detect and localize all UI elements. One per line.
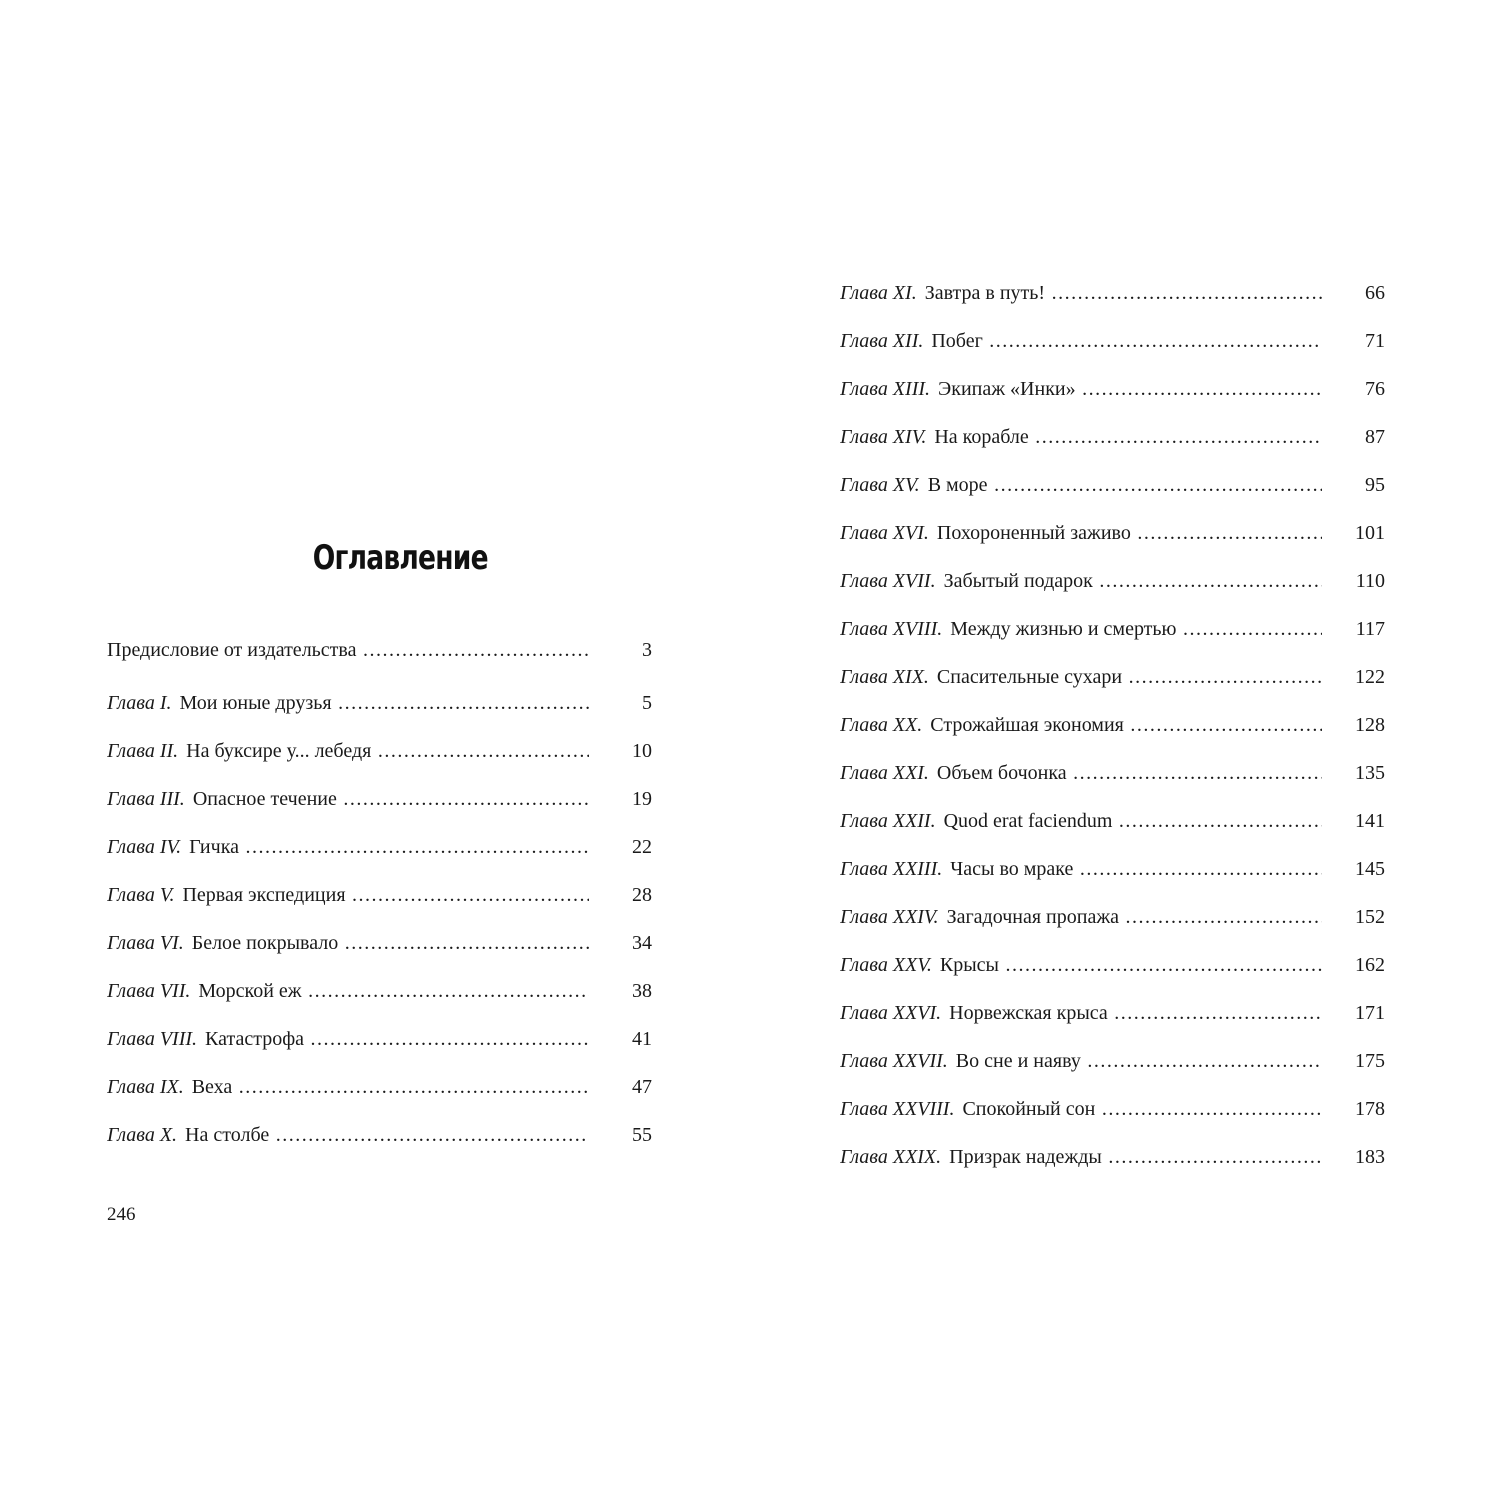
toc-entry-label	[840, 564, 1322, 598]
toc-entry-label	[840, 276, 1322, 310]
toc-entry-label	[840, 708, 1322, 742]
toc-entry-label	[107, 686, 589, 720]
toc-entry-text	[840, 378, 1076, 400]
chapter-title: На столбе	[185, 1124, 270, 1146]
chapter-number: Глава XV.	[840, 474, 920, 496]
toc-list-left	[107, 633, 652, 1166]
toc-entry	[840, 372, 1385, 420]
chapter-title: На корабле	[934, 426, 1029, 448]
toc-entry-label	[840, 756, 1322, 790]
toc-page-number: 95	[1365, 474, 1385, 496]
toc-page-number: 19	[632, 788, 652, 810]
toc-entry	[107, 734, 652, 782]
toc-entry-text	[107, 836, 239, 858]
toc-entry	[840, 1044, 1385, 1092]
chapter-number: Глава XXII.	[840, 810, 936, 832]
chapter-title: Между жизнью и смертью	[950, 618, 1177, 640]
toc-entry-text	[840, 1050, 1081, 1072]
chapter-title: В море	[927, 474, 988, 496]
toc-entry	[840, 516, 1385, 564]
toc-page-number: 135	[1355, 762, 1385, 784]
toc-entry	[840, 852, 1385, 900]
chapter-number: Глава XX.	[840, 714, 923, 736]
toc-entry-label	[840, 324, 1322, 358]
chapter-title: Завтра в путь!	[924, 282, 1046, 304]
toc-entry-text	[840, 330, 983, 352]
toc-entry	[840, 708, 1385, 756]
toc-page-number: 55	[632, 1124, 652, 1146]
chapter-number: Глава IV.	[107, 836, 182, 858]
toc-page-number: 3	[642, 639, 652, 661]
toc-entry-text	[840, 666, 1122, 688]
toc-entry-label	[107, 926, 589, 960]
chapter-number: Глава XVII.	[840, 570, 936, 592]
toc-entry-label	[840, 1092, 1322, 1126]
page-title: Оглавление	[312, 538, 488, 578]
toc-list-right	[840, 276, 1385, 1188]
chapter-title: Похороненный заживо	[936, 522, 1131, 544]
chapter-number: Глава XVIII.	[840, 618, 943, 640]
toc-entry-text	[107, 788, 337, 810]
chapter-title: Спокойный сон	[962, 1098, 1096, 1120]
toc-page-number: 38	[632, 980, 652, 1002]
toc-entry-label	[107, 878, 589, 912]
toc-page-number: 183	[1355, 1146, 1385, 1168]
toc-entry	[107, 830, 652, 878]
toc-entry-text	[840, 1098, 1095, 1120]
toc-page-number: 22	[632, 836, 652, 858]
chapter-title: На буксире у... лебедя	[186, 740, 372, 762]
toc-page-number: 34	[632, 932, 652, 954]
chapter-number: Глава VIII.	[107, 1028, 198, 1050]
chapter-title: Побег	[931, 330, 983, 352]
chapter-title: Опасное течение	[192, 788, 337, 810]
chapter-number: Глава VII.	[107, 980, 191, 1002]
toc-entry-label	[107, 1070, 589, 1104]
toc-page-number: 71	[1365, 330, 1385, 352]
toc-entry	[107, 782, 652, 830]
toc-entry-text	[840, 618, 1176, 640]
chapter-number: Глава XIV.	[840, 426, 927, 448]
toc-entry-text	[107, 639, 356, 661]
toc-entry-label	[107, 1118, 589, 1152]
chapter-number: Глава XXVIII.	[840, 1098, 955, 1120]
chapter-title: Мои юные друзья	[179, 692, 332, 714]
toc-entry-text	[840, 1002, 1108, 1024]
toc-entry-label	[840, 900, 1322, 934]
toc-entry-text	[107, 740, 371, 762]
toc-page-number: 162	[1355, 954, 1385, 976]
toc-entry	[840, 804, 1385, 852]
toc-page-number: 66	[1365, 282, 1385, 304]
toc-entry	[107, 686, 652, 734]
toc-page-number: 41	[632, 1028, 652, 1050]
toc-entry	[107, 1118, 652, 1166]
toc-entry	[840, 660, 1385, 708]
chapter-number: Глава XXVI.	[840, 1002, 942, 1024]
toc-entry-label	[840, 612, 1322, 646]
toc-page-number: 178	[1355, 1098, 1385, 1120]
chapter-title: Часы во мраке	[950, 858, 1074, 880]
toc-entry-label	[840, 660, 1322, 694]
toc-entry-text	[840, 426, 1029, 448]
chapter-title: Призрак надежды	[949, 1146, 1102, 1168]
toc-entry-label	[840, 1140, 1322, 1174]
chapter-number: Глава II.	[107, 740, 179, 762]
chapter-title: Первая экспедиция	[182, 884, 346, 906]
chapter-number: Глава X.	[107, 1124, 178, 1146]
chapter-number: Глава XXIX.	[840, 1146, 942, 1168]
chapter-title: Крысы	[939, 954, 999, 976]
toc-entry-text	[840, 714, 1124, 736]
toc-entry	[840, 564, 1385, 612]
chapter-number: Глава XXIV.	[840, 906, 939, 928]
toc-page-number: 5	[642, 692, 652, 714]
toc-entry-text	[840, 906, 1119, 928]
toc-page-number: 117	[1355, 618, 1385, 640]
toc-entry-label	[107, 782, 589, 816]
toc-entry	[840, 1092, 1385, 1140]
chapter-title: Забытый подарок	[943, 570, 1093, 592]
toc-entry-text	[840, 954, 999, 976]
toc-page-number: 171	[1355, 1002, 1385, 1024]
chapter-number: Глава XI.	[840, 282, 917, 304]
left-page	[107, 0, 652, 1500]
chapter-title: Экипаж «Инки»	[938, 378, 1076, 400]
chapter-title: Норвежская крыса	[949, 1002, 1108, 1024]
chapter-title: Спасительные сухари	[936, 666, 1123, 688]
chapter-title: Строжайшая экономия	[930, 714, 1124, 736]
toc-entry-text	[840, 522, 1131, 544]
toc-entry-label	[840, 948, 1322, 982]
toc-page-number: 10	[632, 740, 652, 762]
toc-entry	[107, 1022, 652, 1070]
toc-entry-text	[107, 980, 302, 1002]
toc-page-number: 152	[1355, 906, 1385, 928]
chapter-title: Морской еж	[198, 980, 302, 1002]
toc-entry-text	[840, 282, 1045, 304]
toc-entry-text	[840, 474, 988, 496]
toc-entry	[107, 1070, 652, 1118]
toc-entry-label	[107, 830, 589, 864]
toc-entry	[840, 756, 1385, 804]
toc-page-number: 175	[1355, 1050, 1385, 1072]
toc-page-number: 122	[1355, 666, 1385, 688]
toc-page-number: 110	[1355, 570, 1385, 592]
toc-entry-text	[107, 932, 338, 954]
chapter-title: Объем бочонка	[936, 762, 1067, 784]
toc-entry-text	[840, 810, 1112, 832]
chapter-number: Глава XXIII.	[840, 858, 943, 880]
toc-page-number: 76	[1365, 378, 1385, 400]
toc-entry	[840, 276, 1385, 324]
toc-entry-label	[840, 804, 1322, 838]
chapter-title: Во сне и наяву	[955, 1050, 1081, 1072]
toc-page-number: 28	[632, 884, 652, 906]
toc-entry-text	[840, 1146, 1102, 1168]
toc-entry-text	[107, 1028, 304, 1050]
chapter-number: Глава IX.	[107, 1076, 184, 1098]
toc-entry-label	[840, 468, 1322, 502]
chapter-title: Quod erat faciendum	[943, 810, 1113, 832]
chapter-number: Глава VI.	[107, 932, 184, 954]
toc-entry-label	[840, 996, 1322, 1030]
toc-entry-label	[840, 372, 1322, 406]
toc-entry	[840, 612, 1385, 660]
toc-entry	[107, 633, 652, 686]
toc-entry-label	[107, 633, 589, 667]
toc-entry-text	[107, 1076, 232, 1098]
toc-entry-label	[107, 734, 589, 768]
toc-entry	[840, 324, 1385, 372]
chapter-title: Предисловие от издательства	[107, 639, 357, 661]
toc-entry-text	[840, 762, 1067, 784]
toc-entry	[840, 948, 1385, 996]
chapter-number: Глава V.	[107, 884, 175, 906]
toc-entry	[840, 420, 1385, 468]
chapter-number: Глава XIII.	[840, 378, 931, 400]
page-number: 246	[107, 1204, 136, 1225]
toc-entry-label	[107, 974, 589, 1008]
toc-entry-text	[840, 858, 1073, 880]
chapter-number: Глава XXVII.	[840, 1050, 948, 1072]
toc-page-number: 47	[632, 1076, 652, 1098]
toc-entry-text	[107, 692, 332, 714]
toc-page-number: 145	[1355, 858, 1385, 880]
chapter-title: Гичка	[189, 836, 239, 858]
chapter-number: Глава XIX.	[840, 666, 929, 688]
chapter-title: Загадочная пропажа	[946, 906, 1120, 928]
toc-entry	[840, 996, 1385, 1044]
chapter-number: Глава XXI.	[840, 762, 929, 784]
toc-entry	[840, 468, 1385, 516]
chapter-title: Белое покрывало	[191, 932, 339, 954]
toc-entry-text	[107, 884, 346, 906]
toc-entry	[107, 878, 652, 926]
toc-entry	[840, 1140, 1385, 1188]
chapter-number: Глава I.	[107, 692, 172, 714]
toc-entry-label	[840, 1044, 1322, 1078]
chapter-number: Глава XXV.	[840, 954, 932, 976]
toc-entry-label	[840, 516, 1322, 550]
chapter-title: Веха	[191, 1076, 233, 1098]
toc-entry-label	[840, 420, 1322, 454]
toc-page-number: 101	[1355, 522, 1385, 544]
toc-entry	[107, 926, 652, 974]
toc-page-number: 128	[1355, 714, 1385, 736]
toc-entry-text	[840, 570, 1093, 592]
toc-entry-label	[107, 1022, 589, 1056]
toc-entry	[107, 974, 652, 1022]
toc-entry-text	[107, 1124, 269, 1146]
chapter-number: Глава III.	[107, 788, 185, 810]
toc-page-number: 87	[1365, 426, 1385, 448]
chapter-number: Глава XII.	[840, 330, 924, 352]
toc-page-number: 141	[1355, 810, 1385, 832]
right-page	[840, 0, 1385, 1500]
toc-entry	[840, 900, 1385, 948]
chapter-title: Катастрофа	[205, 1028, 305, 1050]
toc-entry-label	[840, 852, 1322, 886]
chapter-number: Глава XVI.	[840, 522, 929, 544]
